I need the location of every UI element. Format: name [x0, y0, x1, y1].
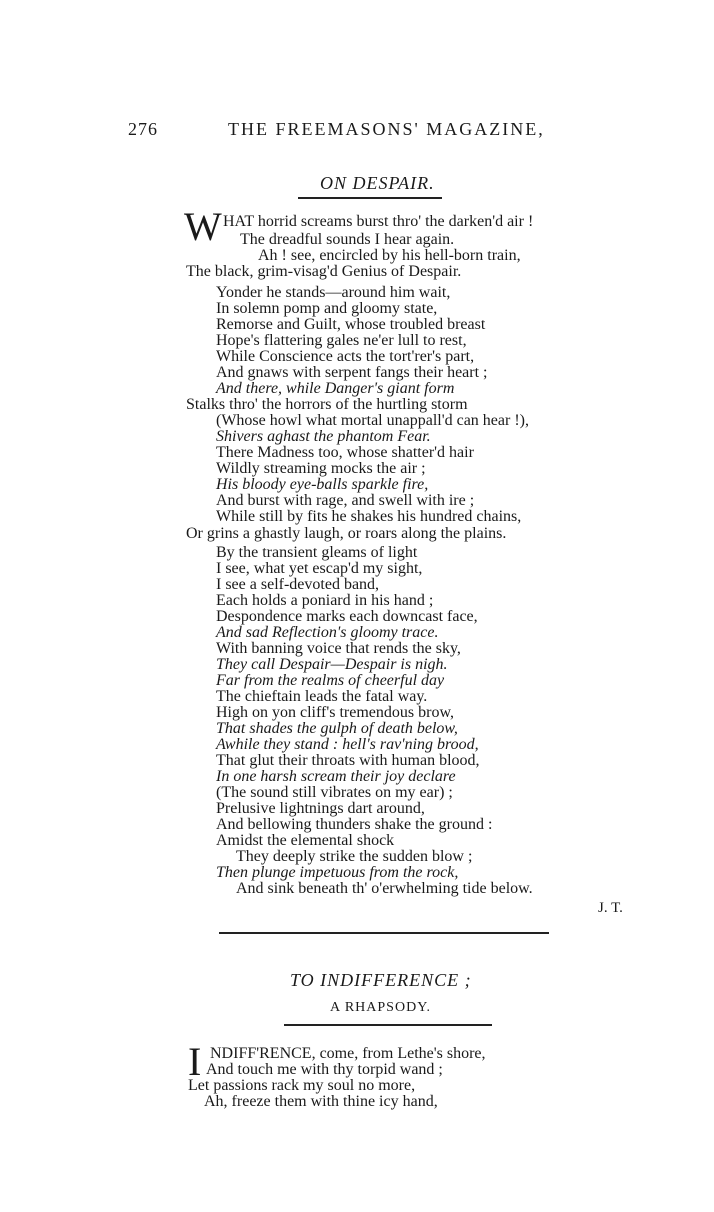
poem-line: Or grins a ghastly laugh, or roars along the plains. [186, 525, 507, 542]
poem-line: NDIFF'RENCE, come, from Lethe's shore, [210, 1045, 486, 1062]
poem-line: Hope's flattering gales ne'er lull to rest, [216, 332, 467, 349]
poem-line: I see a self-devoted band, [216, 576, 380, 593]
poem-line: High on yon cliff's tremendous brow, [216, 704, 454, 721]
poem-line: That shades the gulph of death below, [216, 720, 458, 737]
poem-line: And burst with rage, and swell with ire ; [216, 492, 475, 509]
poem-line: They deeply strike the sudden blow ; [236, 848, 473, 865]
poem-line: HAT horrid screams burst thro' the darken'd air ! [223, 213, 534, 230]
poem-line: Stalks thro' the horrors of the hurtling storm [186, 396, 468, 413]
title-rule [298, 197, 442, 199]
section-divider [219, 932, 549, 934]
drop-cap: I [188, 1039, 202, 1084]
poem-line: Amidst the elemental shock [216, 832, 395, 849]
poem-line: And sad Reflection's gloomy trace. [216, 624, 439, 641]
page-number: 276 [128, 119, 158, 139]
poem-line: The dreadful sounds I hear again. [240, 231, 455, 248]
poem-line: While Conscience acts the tort'rer's part, [216, 348, 475, 365]
poem-line: And gnaws with serpent fangs their heart ; [216, 364, 488, 381]
poem-line: They call Despair—Despair is nigh. [216, 656, 448, 673]
poem-line: By the transient gleams of light [216, 544, 418, 561]
poem-line: Shivers aghast the phantom Fear. [216, 428, 431, 445]
poem-line: Prelusive lightnings dart around, [216, 800, 425, 817]
poem-line: Remorse and Guilt, whose troubled breast [216, 316, 486, 333]
title-rule [284, 1024, 492, 1026]
poem-line: The black, grim-visag'd Genius of Despair. [186, 263, 462, 280]
poem-line: Awhile they stand : hell's rav'ning brood, [216, 736, 479, 753]
poem-line: While still by fits he shakes his hundred chains, [216, 508, 522, 525]
poem-line: In solemn pomp and gloomy state, [216, 300, 438, 317]
poem-line: (Whose howl what mortal unappall'd can hear !), [216, 412, 529, 429]
poem-line: In one harsh scream their joy declare [216, 768, 456, 785]
poem-line: I see, what yet escap'd my sight, [216, 560, 423, 577]
poem-title: ON DESPAIR. [320, 173, 435, 193]
author-signature: J. T. [598, 900, 623, 916]
poem-line: His bloody eye-balls sparkle fire, [216, 476, 429, 493]
poem-line: Despondence marks each downcast face, [216, 608, 478, 625]
poem-line: And there, while Danger's giant form [216, 380, 455, 397]
poem-line: And bellowing thunders shake the ground : [216, 816, 493, 833]
poem-line: Wildly streaming mocks the air ; [216, 460, 426, 477]
poem-line: Far from the realms of cheerful day [216, 672, 445, 689]
poem-line: Let passions rack my soul no more, [188, 1077, 416, 1094]
poem-line: There Madness too, whose shatter'd hair [216, 444, 474, 461]
poem-line: And touch me with thy torpid wand ; [206, 1061, 443, 1078]
poem-line: That glut their throats with human blood, [216, 752, 480, 769]
poem-title: TO INDIFFERENCE ; [290, 970, 472, 990]
drop-cap: W [184, 204, 222, 249]
poem-line: Ah ! see, encircled by his hell-born train, [258, 247, 521, 264]
poem-line: (The sound still vibrates on my ear) ; [216, 784, 453, 801]
poem-line: The chieftain leads the fatal way. [216, 688, 428, 705]
poem-line: Then plunge impetuous from the rock, [216, 864, 459, 881]
poem-line: And sink beneath th' o'erwhelming tide below. [236, 880, 533, 897]
running-head: THE FREEMASONS' MAGAZINE, [228, 119, 545, 139]
poem-line: Yonder he stands—around him wait, [216, 284, 451, 301]
poem-subtitle: A RHAPSODY. [330, 1000, 431, 1015]
poem-line: Ah, freeze them with thine icy hand, [204, 1093, 438, 1110]
poem-line: Each holds a poniard in his hand ; [216, 592, 434, 609]
poem-line: With banning voice that rends the sky, [216, 640, 461, 657]
